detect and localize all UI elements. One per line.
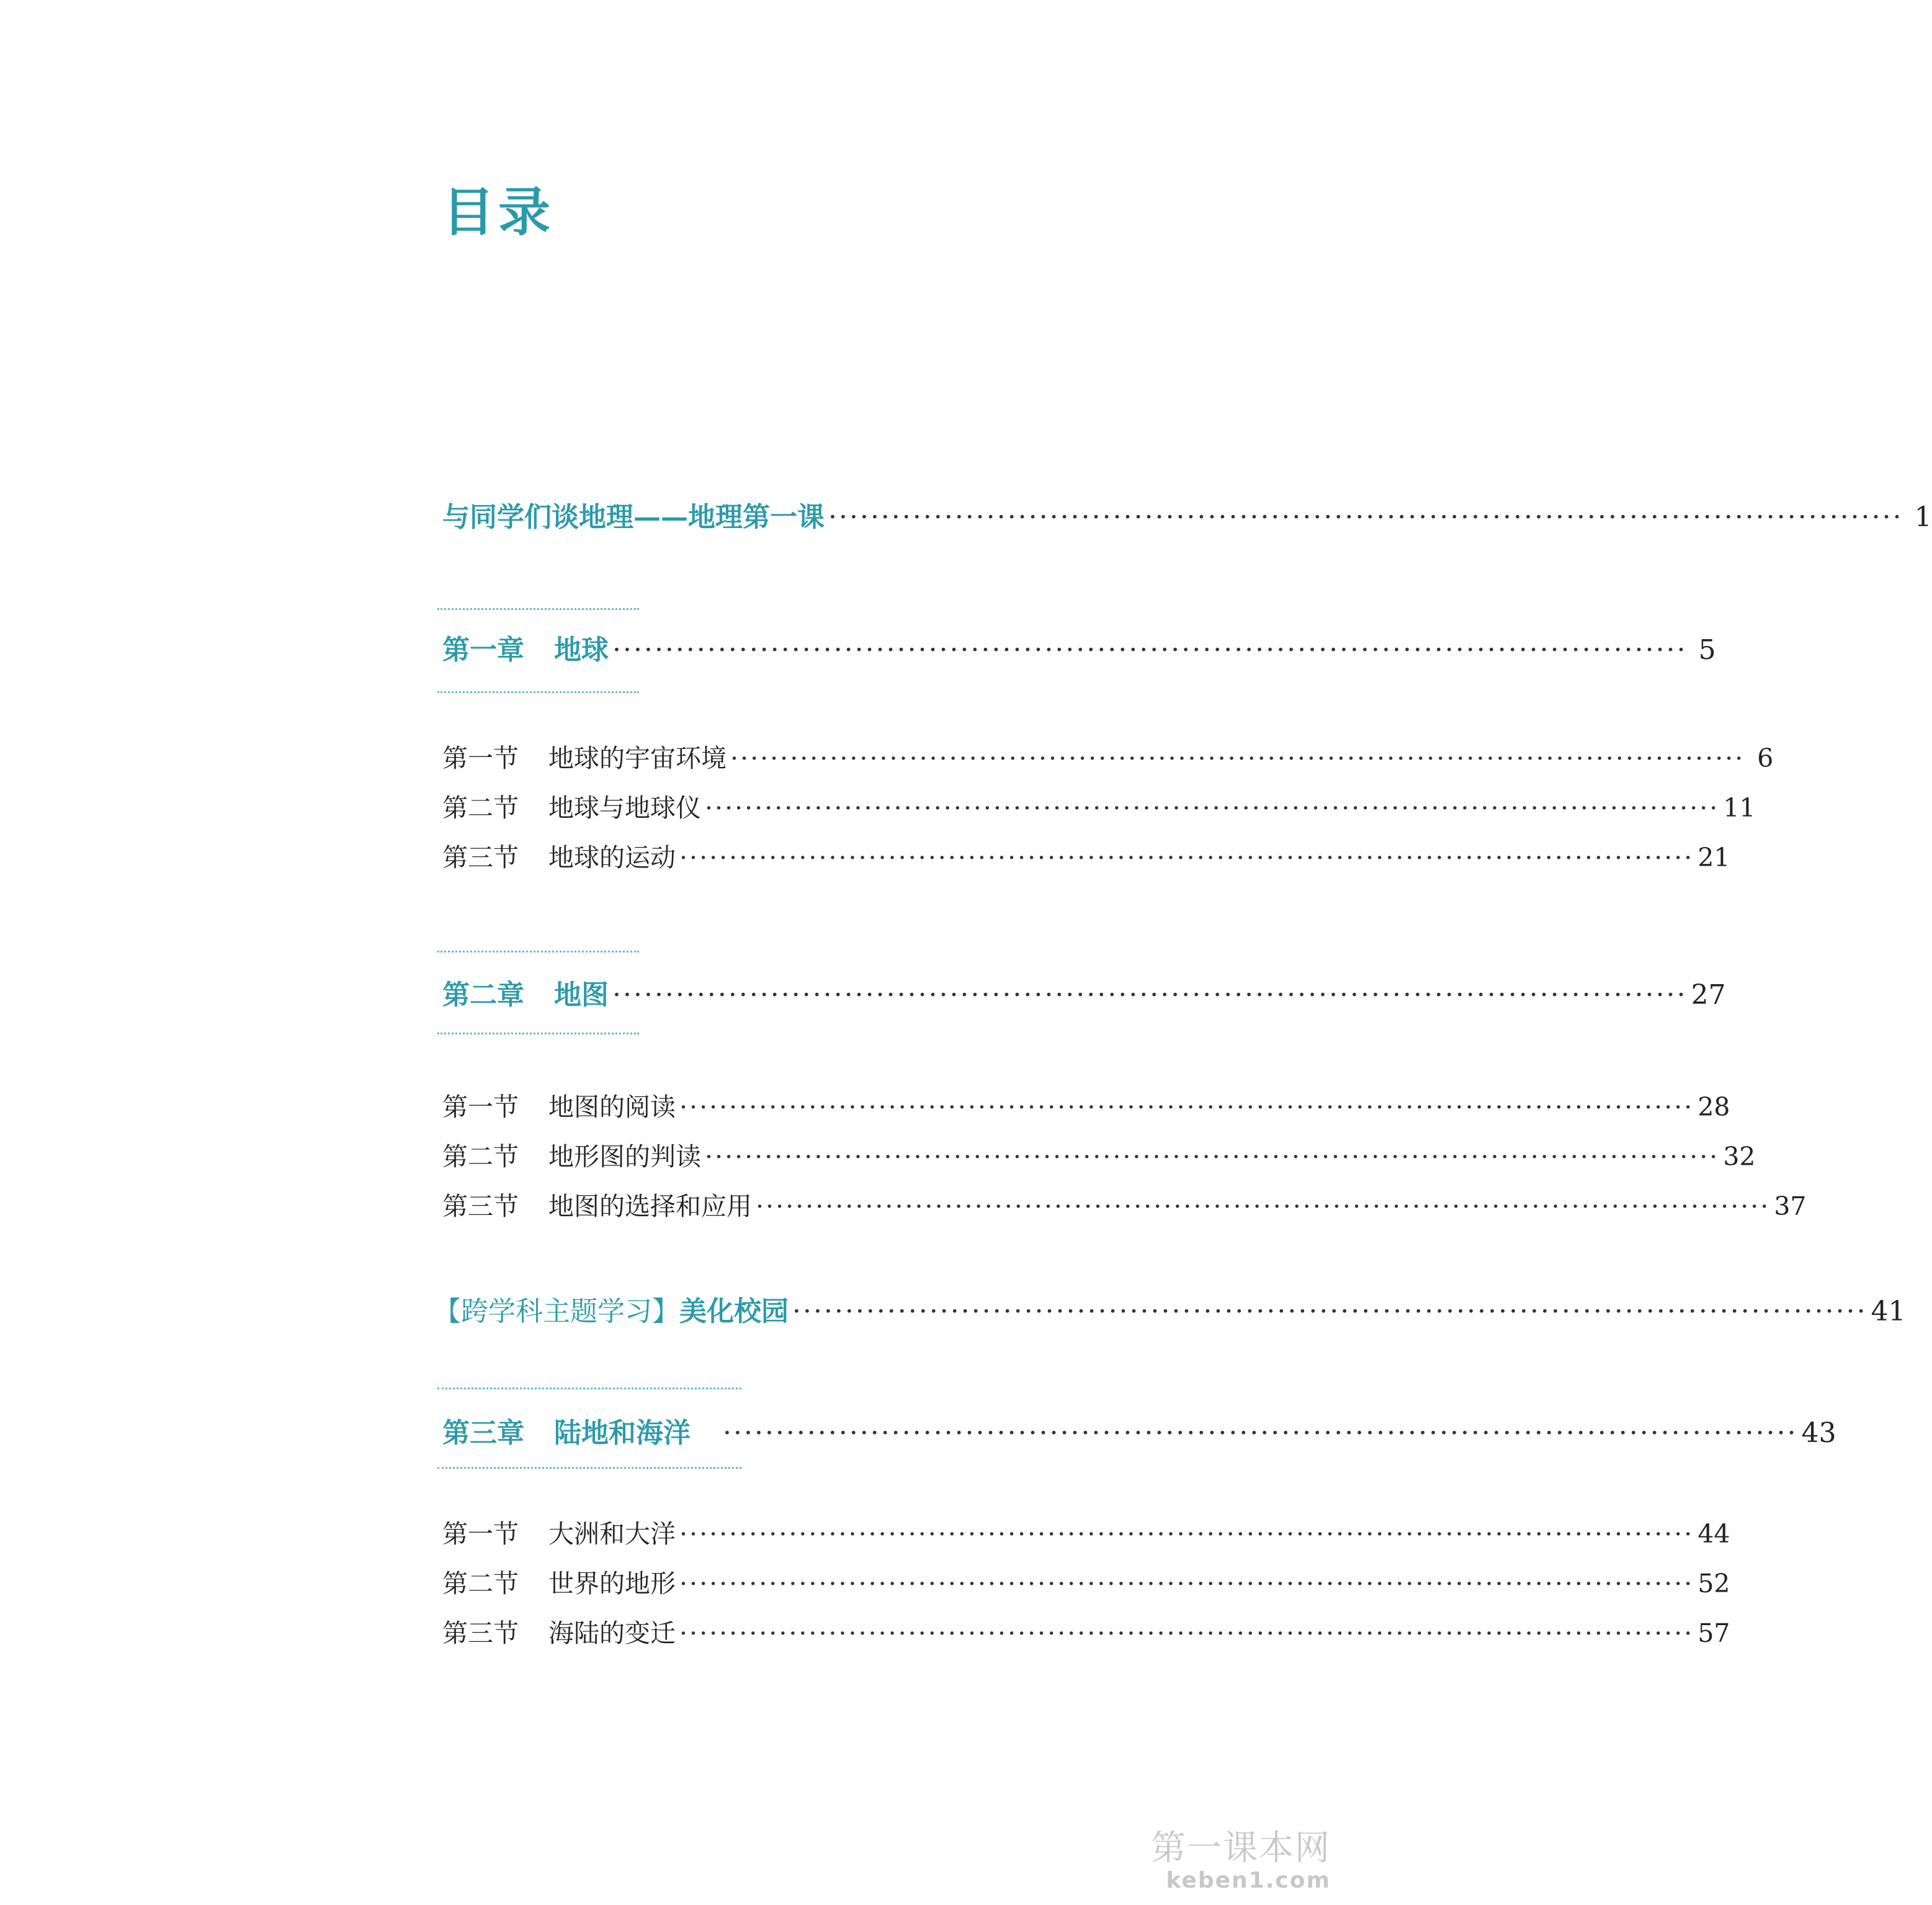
dot-leader: ······································································································	[730, 743, 1745, 773]
toc-entry-label: 与同学们谈地理——地理第一课	[442, 501, 825, 533]
toc-page-number: 52	[1697, 1569, 1730, 1598]
toc-page-number: 28	[1697, 1092, 1730, 1122]
toc-entry-section[interactable]	[442, 1092, 1730, 1122]
toc-entry-chapter-2[interactable]	[442, 979, 1726, 1011]
watermark	[1151, 1829, 1331, 1893]
section-name: 世界的地形	[548, 1569, 676, 1598]
section-name: 大洲和大洋	[548, 1519, 676, 1549]
section-prefix: 第一节	[442, 743, 519, 773]
chapter-prefix: 第二章	[442, 979, 524, 1011]
dot-leader: ······································································································	[612, 634, 1688, 666]
toc-page-number: 37	[1774, 1191, 1807, 1221]
dot-leader: ······································································································	[679, 1569, 1694, 1598]
toc-page-number: 43	[1801, 1417, 1836, 1449]
dot-leader: ······································································································	[828, 501, 1903, 533]
toc-entry-section[interactable]	[442, 1142, 1756, 1172]
chapter-name: 地球	[554, 634, 609, 666]
chapter-rule-bottom	[437, 1033, 639, 1034]
dot-leader: ······································································································	[679, 1519, 1694, 1549]
chapter-prefix: 第一章	[442, 634, 524, 666]
toc-page-number: 41	[1871, 1296, 1906, 1327]
dot-leader: ······································································································	[792, 1296, 1867, 1327]
chapter-prefix: 第三章	[442, 1417, 524, 1449]
dot-leader: ······································································································	[705, 793, 1720, 823]
dot-leader: ······································································································	[679, 843, 1694, 872]
section-prefix: 第二节	[442, 1142, 519, 1172]
chapter-rule-top	[437, 608, 639, 610]
section-name: 地形图的判读	[548, 1142, 701, 1172]
chapter-name: 陆地和海洋	[554, 1417, 691, 1449]
section-name: 地球的宇宙环境	[548, 743, 727, 773]
dot-leader: ······································································································	[705, 1142, 1720, 1172]
section-prefix: 第一节	[442, 1092, 519, 1122]
section-name: 地球与地球仪	[548, 793, 701, 823]
section-name: 海陆的变迁	[548, 1618, 676, 1648]
section-prefix: 第二节	[442, 793, 519, 823]
toc-page-number: 32	[1723, 1142, 1756, 1172]
section-prefix: 第二节	[442, 1569, 519, 1598]
section-name: 地球的运动	[548, 843, 676, 872]
section-prefix: 第一节	[442, 1519, 519, 1549]
section-name: 地图的选择和应用	[548, 1191, 752, 1221]
toc-page-number: 5	[1698, 634, 1716, 666]
chapter-name: 地图	[554, 979, 609, 1011]
toc-entry-chapter-3[interactable]	[442, 1417, 1836, 1449]
section-prefix: 第三节	[442, 1618, 519, 1648]
toc-page-number: 1	[1914, 501, 1932, 533]
dot-leader: ······································································································	[612, 979, 1688, 1011]
toc-page-number: 21	[1697, 843, 1730, 872]
watermark-url: keben1.com	[1166, 1867, 1331, 1893]
page-title: 目录	[442, 182, 555, 243]
toc-entry-section[interactable]	[442, 743, 1774, 773]
dot-leader: ······································································································	[679, 1092, 1694, 1122]
watermark-title: 第一课本网	[1151, 1828, 1331, 1868]
section-name: 地图的阅读	[548, 1092, 676, 1122]
cross-name: 美化校园	[679, 1296, 789, 1327]
chapter-rule-top	[437, 1387, 741, 1389]
toc-entry-section[interactable]	[442, 1191, 1807, 1221]
toc-page-number: 6	[1757, 743, 1774, 773]
section-prefix: 第三节	[442, 1191, 519, 1221]
chapter-rule-bottom	[437, 1467, 741, 1469]
toc-entry-chapter-1[interactable]	[442, 634, 1716, 666]
section-prefix: 第三节	[442, 843, 519, 872]
dot-leader: ······································································································	[756, 1191, 1771, 1221]
toc-entry-intro[interactable]	[442, 501, 1932, 533]
dot-leader: ······································································································	[723, 1417, 1798, 1449]
toc-entry-section[interactable]	[442, 1519, 1730, 1549]
toc-entry-cross-disciplinary[interactable]	[434, 1296, 1906, 1327]
toc-entry-section[interactable]	[442, 843, 1730, 872]
toc-entry-section[interactable]	[442, 1618, 1730, 1648]
chapter-rule-bottom	[437, 691, 639, 693]
toc-entry-section[interactable]	[442, 1569, 1730, 1598]
chapter-rule-top	[437, 951, 639, 953]
toc-entry-section[interactable]	[442, 793, 1756, 823]
toc-page-number: 27	[1691, 979, 1726, 1011]
toc-page-number: 57	[1697, 1618, 1730, 1648]
cross-tag: 【跨学科主题学习】	[434, 1296, 679, 1327]
toc-page-number: 11	[1723, 793, 1756, 823]
dot-leader: ······································································································	[679, 1618, 1694, 1648]
toc-page-number: 44	[1697, 1519, 1730, 1549]
